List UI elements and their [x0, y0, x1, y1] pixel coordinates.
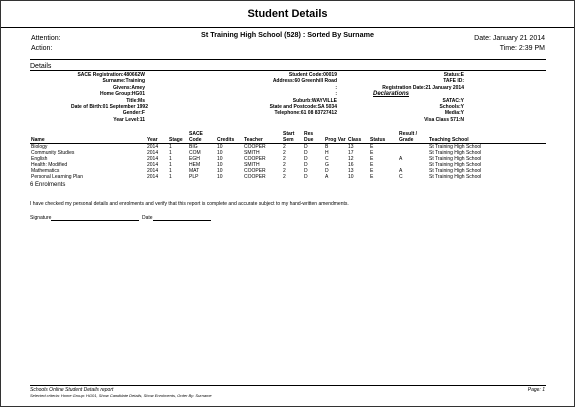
detail-status: Status:E [443, 72, 464, 78]
table-cell: C [399, 174, 403, 181]
page-number: Page: 1 [527, 387, 545, 393]
table-cell: 10 [217, 144, 223, 151]
detail-student-code: Student Code:00019 [288, 72, 337, 78]
detail-media: Media:Y [444, 110, 464, 117]
table-cell: MAT [189, 168, 200, 175]
table-cell: E [370, 144, 374, 151]
report-time: Time: 2:39 PM [499, 45, 545, 52]
table-cell: D [304, 156, 308, 163]
table-cell: E [370, 168, 374, 175]
table-cell: D [304, 162, 308, 169]
table-cell: 2014 [147, 168, 159, 175]
table-cell: St Training High School [429, 144, 482, 151]
table-cell: 2 [283, 144, 286, 151]
table-cell: 17 [348, 150, 354, 157]
table-cell: 2014 [147, 150, 159, 157]
report-date: Date: January 21 2014 [474, 35, 545, 42]
enrolment-count: 6 Enrolments [30, 182, 66, 188]
table-cell: H [325, 150, 329, 157]
detail-address-line2: : [335, 84, 337, 91]
details-rule [30, 70, 546, 71]
table-cell: St Training High School [429, 174, 482, 181]
table-cell: 2 [283, 156, 286, 163]
table-header-row [30, 132, 546, 144]
table-cell: English [31, 156, 48, 163]
table-cell: Community Studies [31, 150, 75, 157]
detail-gender: Gender:F [122, 110, 145, 117]
column-header: Stage [169, 136, 183, 143]
detail-tafe-id: TAFE ID: [443, 78, 464, 85]
detail-title: Title:Ms [126, 97, 145, 104]
table-cell: D [325, 168, 329, 175]
table-cell: 2 [283, 150, 286, 157]
date-line [153, 220, 211, 221]
signature-line [51, 220, 139, 221]
table-cell: 2 [283, 162, 286, 169]
report-footer [30, 387, 212, 399]
column-header: Status [370, 136, 386, 143]
table-cell: COOPER [244, 174, 266, 181]
table-cell: 10 [348, 174, 354, 181]
column-header: Teacher [244, 136, 263, 143]
table-cell: COOPER [244, 156, 266, 163]
table-cell: 2 [283, 168, 286, 175]
table-body [30, 144, 546, 181]
table-cell: A [399, 156, 403, 163]
table-cell: COOPER [244, 144, 266, 151]
report-header [1, 28, 574, 58]
table-cell: B [325, 144, 329, 151]
table-row [30, 174, 546, 180]
table-cell: 1 [169, 174, 172, 181]
table-cell: 2014 [147, 144, 159, 151]
column-header: Credits [217, 136, 235, 143]
report-title: Student Details [1, 1, 574, 28]
detail-visa-class: Visa Class 571:N [424, 116, 464, 123]
column-header: Result / Grade [399, 131, 418, 143]
table-cell: G [325, 162, 329, 169]
detail-address: Address:60 Greenhill Road [272, 78, 337, 85]
table-cell: COM [189, 150, 201, 157]
table-cell: PLP [189, 174, 199, 181]
details-left-column [71, 72, 148, 123]
detail-schools: Schools:Y [439, 104, 464, 111]
table-cell: E [370, 156, 374, 163]
table-cell: E [370, 162, 374, 169]
table-cell: 16 [348, 162, 354, 169]
table-cell: COOPER [244, 168, 266, 175]
action-label: Action: [31, 45, 53, 52]
table-cell: 10 [217, 150, 223, 157]
table-cell: C [325, 156, 329, 163]
school-title: St Training High School (528) : Sorted By Surname [201, 30, 374, 39]
table-cell: BIG [189, 144, 198, 151]
date-label: Date [142, 215, 153, 221]
detail-sace-registration: SACE Registration:480662W [77, 72, 145, 78]
table-cell: 12 [348, 156, 354, 163]
details-top-rule [30, 59, 546, 60]
details-label: Details [30, 63, 52, 70]
footer-report-name: Schools Online Student Details report [30, 387, 114, 393]
table-cell: SMITH [244, 150, 260, 157]
column-header: Year [147, 136, 158, 143]
detail-year-level: Year Level:11 [113, 116, 145, 123]
table-cell: D [304, 168, 308, 175]
table-cell: 1 [169, 144, 172, 151]
table-cell: D [304, 174, 308, 181]
footer-criteria: Selected criteria: Home Group: HG01, Show Candidate Details, Show Enrolments, Order By: Surname [30, 393, 212, 398]
table-cell: A [325, 174, 329, 181]
detail-surname: Surname:Training [102, 78, 145, 85]
table-cell: 2014 [147, 162, 159, 169]
table-cell: St Training High School [429, 168, 482, 175]
table-cell: SMITH [244, 162, 260, 169]
detail-home-group: Home Group:HG01 [99, 91, 145, 98]
verification-statement: I have checked my personal details and enrolments and verify that this report is complete and accurate subject to my hand-written amendments. [30, 201, 349, 207]
attention-label: Attention: [31, 35, 61, 42]
detail-givens: Givens:Amey [113, 84, 145, 91]
table-cell: D [304, 150, 308, 157]
column-header: SACE Code [189, 131, 203, 143]
table-cell: D [304, 144, 308, 151]
detail-address-line3: : [335, 91, 337, 98]
column-header: Class [348, 136, 362, 143]
table-cell: 10 [217, 168, 223, 175]
table-cell: 10 [217, 156, 223, 163]
column-header: Teaching School [429, 136, 469, 143]
footer-rule [30, 385, 546, 386]
table-cell: Personal Learning Plan [31, 174, 83, 181]
table-cell: EGH [189, 156, 200, 163]
signature-label: Signature [30, 215, 52, 221]
column-header: Res Due [304, 131, 314, 143]
table-cell: 1 [169, 150, 172, 157]
table-cell: 10 [217, 174, 223, 181]
table-cell: Mathematics [31, 168, 60, 175]
enrolments-table [30, 132, 546, 180]
table-cell: HEM [189, 162, 201, 169]
table-cell: 1 [169, 168, 172, 175]
table-cell: St Training High School [429, 150, 482, 157]
table-cell: St Training High School [429, 156, 482, 163]
table-cell: Health: Modified [31, 162, 68, 169]
header-right [474, 34, 545, 54]
detail-state-postcode: State and Postcode:SA 5034 [269, 104, 337, 111]
table-cell: A [399, 168, 403, 175]
table-cell: 2014 [147, 156, 159, 163]
table-cell: 13 [348, 168, 354, 175]
detail-date-of-birth: Date of Birth:01 September 1992 [71, 104, 148, 111]
table-cell: St Training High School [429, 162, 482, 169]
detail-satac: SATAC:Y [442, 97, 464, 104]
declarations-heading: Declarations [373, 91, 410, 98]
table-cell: 10 [217, 162, 223, 169]
column-header: Start Sem [283, 131, 295, 143]
table-cell: E [370, 150, 374, 157]
details-middle-column [227, 72, 337, 117]
table-cell: 1 [169, 156, 172, 163]
table-cell: 2 [283, 174, 286, 181]
date-field [142, 215, 211, 221]
column-header: Prog Var [325, 136, 346, 143]
details-right-column [373, 72, 464, 123]
detail-registration-date: Registration Date:21 January 2014 [382, 84, 464, 91]
table-cell: 2014 [147, 174, 159, 181]
column-header: Name [31, 136, 45, 143]
detail-suburb: Suburb:WAYVILLE [292, 97, 337, 104]
detail-telephone: Telephone:61 08 83727412 [274, 110, 337, 117]
table-cell: E [370, 174, 374, 181]
table-cell: 1 [169, 162, 172, 169]
signature-field [30, 215, 139, 221]
table-cell: 13 [348, 144, 354, 151]
table-cell: Biology [31, 144, 48, 151]
